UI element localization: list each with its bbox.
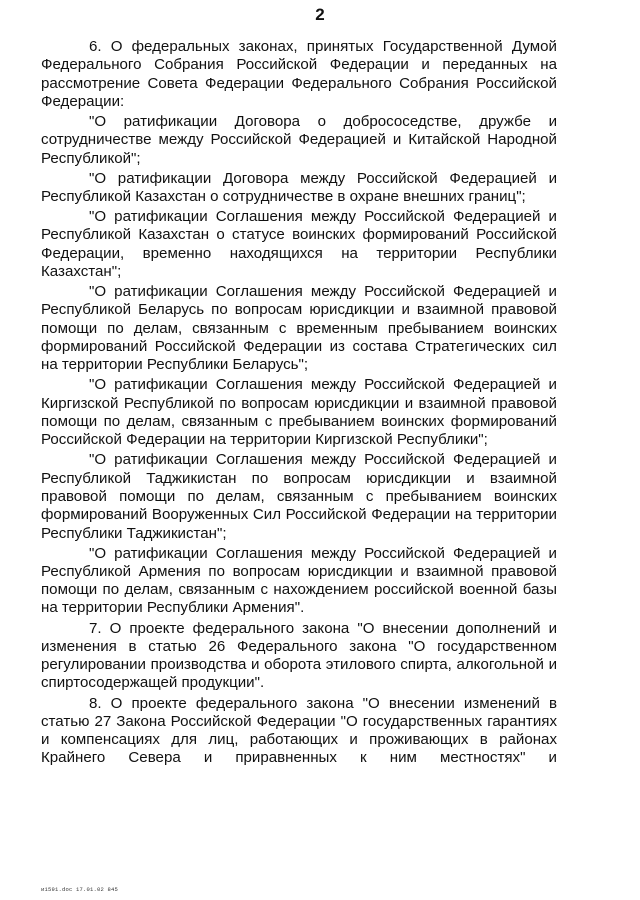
- paragraph-law-tajikistan: "О ратификации Соглашения между Российской Федерацией и Республикой Таджикистан по вопросам юрисдикции и взаимной правовой помощи по делам, связанным с пребыванием воинских формирований Вооруженных Сил Российской Федерации на территории Республики Таджикистан";: [41, 451, 557, 542]
- footer-file-code: и1591.doc 17.01.02 845: [41, 886, 119, 893]
- paragraph-law-china: "О ратификации Договора о добрососедстве, дружбе и сотрудничестве между Российской Федерацией и Китайской Народной Республикой";: [41, 112, 557, 167]
- paragraph-law-kyrgyzstan: "О ратификации Соглашения между Российской Федерацией и Киргизской Республикой по вопросам юрисдикции и взаимной правовой помощи по делам, связанным с пребыванием воинских формирований Российской Федерации на территории Киргизской Республики";: [41, 376, 557, 449]
- paragraph-item-7: 7. О проекте федерального закона "О внесении дополнений и изменения в статью 26 Федерального закона "О государственном регулировании производства и оборота этилового спирта, алкогольной и спиртосодержащей продукции".: [41, 619, 557, 692]
- paragraph-law-belarus: "О ратификации Соглашения между Российской Федерацией и Республикой Беларусь по вопросам юрисдикции и взаимной правовой помощи по делам, связанным с временным пребыванием воинских формирований Российской Федерации из состава Стратегических сил на территории Республики Беларусь";: [41, 283, 557, 374]
- page-number: 2: [315, 5, 325, 24]
- paragraph-item-8: 8. О проекте федерального закона "О внесении изменений в статью 27 Закона Российской Федерации "О государственных гарантиях и компенсациях для лиц, работающих и проживающих в районах Крайнего Севера и приравненных к ним местностях" и: [41, 694, 557, 767]
- paragraph-law-kazakhstan-status: "О ратификации Соглашения между Российской Федерацией и Республикой Казахстан о статусе воинских формирований Российской Федерации, временно находящихся на территории Республики Казахстан";: [41, 208, 557, 280]
- paragraph-law-kazakhstan-borders: "О ратификации Договора между Российской Федерацией и Республикой Казахстан о сотрудничестве в охране внешних границ";: [41, 169, 557, 205]
- paragraph-item-6-intro: 6. О федеральных законах, принятых Государственной Думой Федерального Собрания Российской Федерации и переданных на рассмотрение Совета Федерации Федерального Собрания Российской Федерации:: [41, 38, 557, 110]
- document-body: [41, 38, 557, 770]
- paragraph-law-armenia: "О ратификации Соглашения между Российской Федерацией и Республикой Армения по вопросам юрисдикции и взаимной правовой помощи по делам, связанным с нахождением российской военной базы на территории Республики Армения".: [41, 544, 557, 617]
